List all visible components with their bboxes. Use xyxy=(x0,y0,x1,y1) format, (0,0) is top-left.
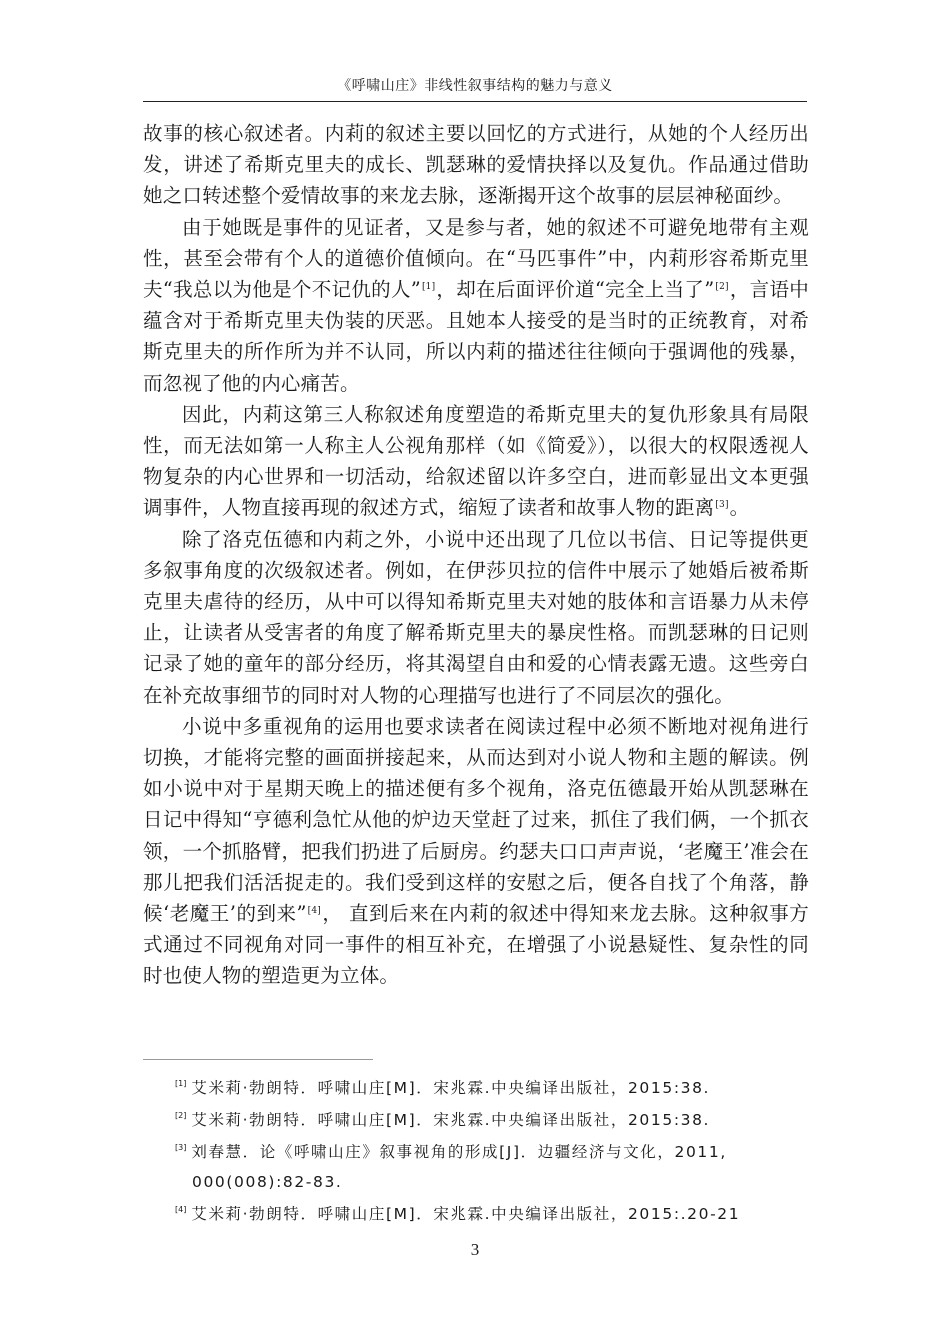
footnote-4 xyxy=(175,1199,815,1229)
footnote-text: 艾米莉·勃朗特．呼啸山庄[M]．宋兆霖.中央编译出版社，2015:.20-21 xyxy=(191,1205,741,1223)
footnote-divider xyxy=(143,1059,373,1060)
footnote-mark: [2] xyxy=(175,1111,187,1120)
page-number: 3 xyxy=(470,1240,480,1259)
footnote-1 xyxy=(175,1073,815,1103)
header-divider xyxy=(143,101,807,102)
footnote-mark: [3] xyxy=(175,1143,187,1152)
footnote-3 xyxy=(175,1137,815,1197)
footnotes xyxy=(175,1073,815,1231)
paragraph-3-part-b: 。 xyxy=(729,496,750,520)
footnote-text: 刘春慧．论《呼啸山庄》叙事视角的形成[J]．边疆经济与文化，2011, xyxy=(191,1143,727,1161)
paragraph-2-part-b: ，却在后面评价道“完全上当了” xyxy=(436,278,715,302)
paragraph-3-part-a: 因此，内莉这第三人称叙述角度塑造的希斯克里夫的复仇形象具有局限性，而无法如第一人称主人公视角那样（如《简爱》），以很大的权限透视人物复杂的内心世界和一切活动，给叙述留以许多空白，进而彰显出文本更强调事件，人物直接再现的叙述方式，缩短了读者和故事人物的距离 xyxy=(143,402,809,520)
paragraph-5 xyxy=(143,711,809,992)
footnote-2 xyxy=(175,1105,815,1135)
paragraph-2 xyxy=(143,212,809,399)
paragraph-5-part-a: 小说中多重视角的运用也要求读者在阅读过程中必须不断地对视角进行切换，才能将完整的画面拼接起来，从而达到对小说人物和主题的解读。例如小说中对于星期天晚上的描述便有多个视角，洛克伍德最开始从凯瑟琳在日记中得知“亨德利急忙从他的炉边天堂赶了过来，抓住了我们俩，一个抓衣领，一个抓胳臂，把我们扔进了后厨房。约瑟夫口口声声说，‘老魔王’准会在那儿把我们活活捉走的。我们受到这样的安慰之后，便各自找了个角落，静候‘老魔王’的到来” xyxy=(143,714,809,926)
paragraph-4: 除了洛克伍德和内莉之外，小说中还出现了几位以书信、日记等提供更多叙事角度的次级叙述者。例如，在伊莎贝拉的信件中展示了她婚后被希斯克里夫虐待的经历，从中可以得知希斯克里夫对她的肢体和言语暴力从未停止，让读者从受害者的角度了解希斯克里夫的暴戾性格。而凯瑟琳的日记则记录了她的童年的部分经历，将其渴望自由和爱的心情表露无遗。这些旁白在补充故事细节的同时对人物的心理描写也进行了不同层次的强化。 xyxy=(143,527,809,707)
footnote-text: 艾米莉·勃朗特．呼啸山庄[M]．宋兆霖.中央编译出版社，2015:38. xyxy=(191,1079,711,1097)
citation-ref-2[interactable]: [2] xyxy=(715,282,729,293)
body-text xyxy=(143,118,809,992)
citation-ref-3[interactable]: [3] xyxy=(715,500,729,511)
running-header: 《呼啸山庄》非线性叙事结构的魅力与意义 xyxy=(337,78,613,94)
footnote-mark: [1] xyxy=(175,1079,187,1088)
citation-ref-1[interactable]: [1] xyxy=(421,282,436,293)
footnote-mark: [4] xyxy=(175,1205,187,1214)
paragraph-2-part-a: 由于她既是事件的见证者，又是参与者，她的叙述不可避免地带有主观性，甚至会带有个人的道德价值倾向。在“马匹事件”中，内莉形容希斯克里夫“我总以为他是个不记仇的人” xyxy=(143,215,809,302)
paragraph-2-part-c: ，言语中蕴含对于希斯克里夫伪装的厌恶。且她本人接受的是当时的正统教育，对希斯克里夫的所作所为并不认同，所以内莉的描述往往倾向于强调他的残暴，而忽视了他的内心痛苦。 xyxy=(143,278,809,395)
paragraph-5-part-b: ， 直到后来在内莉的叙述中得知来龙去脉。这种叙事方式通过不同视角对同一事件的相互补充，在增强了小说悬疑性、复杂性的同时也使人物的塑造更为立体。 xyxy=(143,902,809,988)
footnote-text-continued: 000(008):82-83. xyxy=(192,1173,343,1191)
citation-ref-4[interactable]: [4] xyxy=(307,906,322,917)
paragraph-3 xyxy=(143,399,809,524)
paragraph-1: 故事的核心叙述者。内莉的叙述主要以回忆的方式进行，从她的个人经历出发，讲述了希斯克里夫的成长、凯瑟琳的爱情抉择以及复仇。作品通过借助她之口转述整个爱情故事的来龙去脉，逐渐揭开这个故事的层层神秘面纱。 xyxy=(143,122,809,208)
footnote-text: 艾米莉·勃朗特．呼啸山庄[M]．宋兆霖.中央编译出版社，2015:38. xyxy=(191,1111,711,1129)
